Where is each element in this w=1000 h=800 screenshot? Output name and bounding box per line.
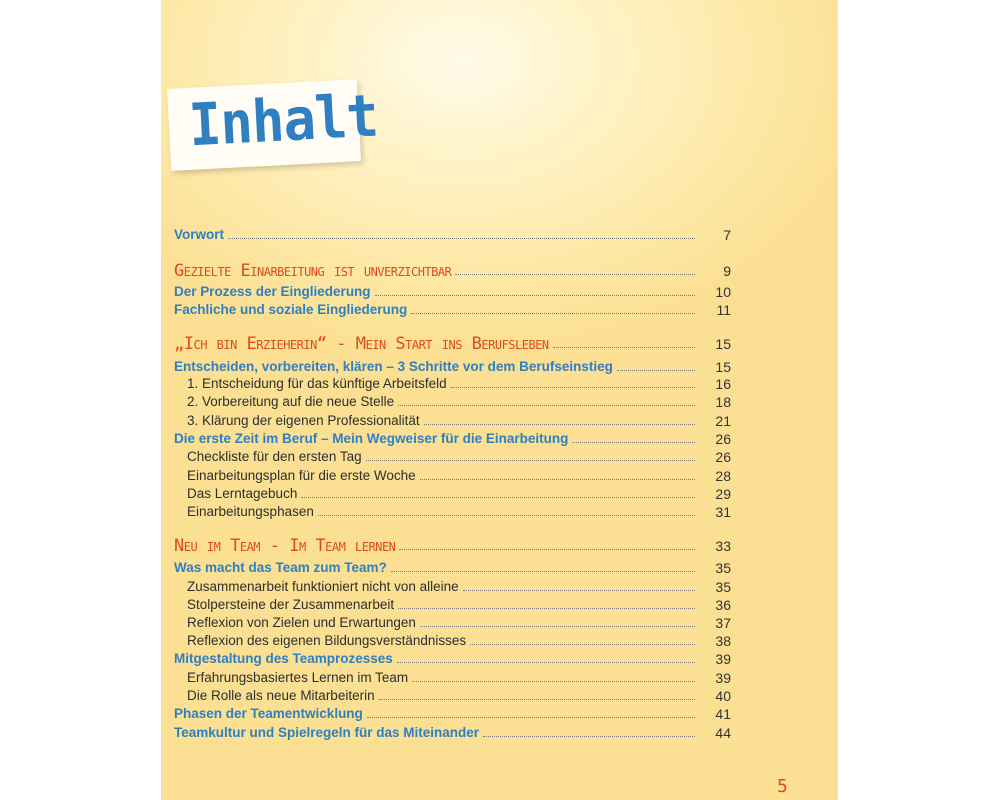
- toc-dot-leader: [391, 570, 695, 572]
- table-of-contents: [161, 0, 838, 800]
- toc-entry: [187, 410, 699, 430]
- toc-dot-leader: [397, 661, 695, 663]
- toc-page-number: 10: [715, 284, 731, 300]
- page-title: Inhalt: [187, 81, 380, 160]
- toc-row: [161, 333, 838, 353]
- toc-entry: [187, 391, 699, 411]
- toc-entry: [174, 224, 699, 244]
- toc-page-number: 37: [715, 615, 731, 631]
- toc-dot-leader: [366, 459, 695, 461]
- toc-entry-label[interactable]: Erfahrungsbasiertes Lernen im Team: [187, 670, 409, 685]
- toc-entry: [187, 483, 699, 503]
- toc-entry: [174, 299, 699, 319]
- toc-row: [161, 576, 838, 596]
- toc-page-number: 16: [715, 376, 731, 392]
- toc-entry: [174, 557, 699, 577]
- toc-dot-leader: [420, 625, 695, 627]
- toc-row: [161, 281, 838, 301]
- toc-dot-leader: [617, 369, 695, 371]
- book-page: [161, 0, 838, 800]
- toc-entry-label[interactable]: Teamkultur und Spielregeln für das Miteinander: [174, 725, 480, 740]
- toc-entry: [187, 667, 699, 687]
- toc-entry-label[interactable]: 3. Klärung der eigenen Professionalität: [187, 413, 420, 428]
- toc-entry: [187, 501, 699, 521]
- toc-dot-leader: [463, 589, 695, 591]
- toc-row: [161, 535, 838, 555]
- toc-entry: [187, 630, 699, 650]
- toc-dot-leader: [412, 680, 695, 682]
- toc-page-number: 26: [715, 449, 731, 465]
- toc-page-number: 29: [715, 486, 731, 502]
- toc-row: [161, 299, 838, 319]
- toc-entry-label[interactable]: Die Rolle als neue Mitarbeiterin: [187, 688, 375, 703]
- toc-dot-leader: [367, 716, 695, 718]
- toc-entry-label[interactable]: Fachliche und soziale Eingliederung: [174, 302, 408, 317]
- toc-entry-label[interactable]: Der Prozess der Eingliederung: [174, 284, 371, 299]
- toc-dot-leader: [318, 514, 695, 516]
- toc-entry: [187, 594, 699, 614]
- toc-entry-label[interactable]: Gezielte Einarbeitung ist unverzichtbar: [174, 261, 452, 281]
- toc-dot-leader: [455, 273, 695, 275]
- toc-row: [161, 667, 838, 687]
- toc-entry: [187, 465, 699, 485]
- toc-entry-label[interactable]: Reflexion des eigenen Bildungsverständnisses: [187, 633, 467, 648]
- toc-page-number: 15: [715, 359, 731, 375]
- toc-row: [161, 648, 838, 668]
- toc-entry-label[interactable]: Reflexion von Zielen und Erwartungen: [187, 615, 416, 630]
- toc-entry-label[interactable]: Stolpersteine der Zusammenarbeit: [187, 597, 395, 612]
- toc-dot-leader: [398, 404, 695, 406]
- toc-entry: [174, 281, 699, 301]
- toc-row: [161, 410, 838, 430]
- toc-dot-leader: [399, 548, 695, 550]
- toc-entry: [174, 648, 699, 668]
- toc-row: [161, 446, 838, 466]
- toc-dot-leader: [572, 441, 695, 443]
- toc-entry-label[interactable]: Phasen der Teamentwicklung: [174, 706, 363, 721]
- toc-row: [161, 594, 838, 614]
- toc-entry-label[interactable]: Neu im Team - Im Team lernen: [174, 536, 396, 556]
- toc-page-number: 21: [715, 413, 731, 429]
- toc-entry: [187, 685, 699, 705]
- toc-page-number: 31: [715, 504, 731, 520]
- toc-entry: [174, 428, 699, 448]
- toc-entry: [187, 373, 699, 393]
- toc-page-number: 35: [715, 560, 731, 576]
- toc-row: [161, 224, 838, 244]
- toc-page-number: 35: [715, 579, 731, 595]
- toc-page-number: 44: [715, 725, 731, 741]
- toc-dot-leader: [375, 294, 695, 296]
- toc-entry: [174, 333, 699, 353]
- toc-dot-leader: [553, 346, 695, 348]
- toc-entry-label[interactable]: Einarbeitungsplan für die erste Woche: [187, 468, 416, 483]
- toc-page-number: 36: [715, 597, 731, 613]
- toc-entry: [187, 612, 699, 632]
- toc-page-number: 15: [715, 336, 731, 352]
- toc-entry: [174, 722, 699, 742]
- toc-dot-leader: [424, 423, 695, 425]
- toc-dot-leader: [451, 386, 695, 388]
- toc-row: [161, 685, 838, 705]
- toc-entry-label[interactable]: Das Lerntagebuch: [187, 486, 298, 501]
- toc-page-number: 39: [715, 651, 731, 667]
- toc-page-number: 39: [715, 670, 731, 686]
- toc-row: [161, 612, 838, 632]
- toc-entry-label[interactable]: Entscheiden, vorbereiten, klären – 3 Schritte vor dem Berufseinstieg: [174, 359, 613, 374]
- toc-page-number: 41: [715, 706, 731, 722]
- toc-row: [161, 557, 838, 577]
- toc-dot-leader: [411, 312, 695, 314]
- toc-entry-label[interactable]: Einarbeitungsphasen: [187, 504, 314, 519]
- toc-dot-leader: [483, 735, 695, 737]
- toc-page-number: 7: [723, 227, 731, 243]
- toc-dot-leader: [420, 478, 695, 480]
- toc-dot-leader: [228, 237, 695, 239]
- toc-page-number: 26: [715, 431, 731, 447]
- toc-page-number: 9: [723, 263, 731, 279]
- toc-dot-leader: [379, 698, 695, 700]
- toc-row: [161, 501, 838, 521]
- toc-row: [161, 260, 838, 280]
- page-number: 5: [777, 776, 788, 797]
- toc-entry-label[interactable]: Checkliste für den ersten Tag: [187, 449, 362, 464]
- toc-page-number: 33: [715, 538, 731, 554]
- toc-dot-leader: [470, 643, 695, 645]
- toc-entry: [187, 446, 699, 466]
- toc-entry-label[interactable]: Vorwort: [174, 227, 224, 242]
- toc-page-number: 11: [716, 302, 731, 318]
- toc-entry-label[interactable]: „Ich bin Erzieherin“ - Mein Start ins Berufsleben: [174, 334, 549, 354]
- toc-dot-leader: [398, 607, 695, 609]
- toc-entry-label[interactable]: 2. Vorbereitung auf die neue Stelle: [187, 394, 395, 409]
- toc-entry-label[interactable]: Die erste Zeit im Beruf – Mein Wegweiser für die Einarbeitung: [174, 431, 569, 446]
- toc-row: [161, 630, 838, 650]
- toc-entry-label[interactable]: Was macht das Team zum Team?: [174, 560, 387, 575]
- toc-page-number: 18: [715, 394, 731, 410]
- toc-entry: [174, 703, 699, 723]
- toc-row: [161, 373, 838, 393]
- toc-entry-label[interactable]: 1. Entscheidung für das künftige Arbeitsfeld: [187, 376, 447, 391]
- toc-page-number: 38: [715, 633, 731, 649]
- toc-entry-label[interactable]: Zusammenarbeit funktioniert nicht von alleine: [187, 579, 459, 594]
- toc-entry-label[interactable]: Mitgestaltung des Teamprozesses: [174, 651, 393, 666]
- toc-entry: [187, 576, 699, 596]
- toc-dot-leader: [301, 496, 695, 498]
- toc-row: [161, 483, 838, 503]
- toc-row: [161, 722, 838, 742]
- toc-page-number: 40: [715, 688, 731, 704]
- toc-entry: [174, 260, 699, 280]
- toc-row: [161, 428, 838, 448]
- toc-page-number: 28: [715, 468, 731, 484]
- toc-row: [161, 391, 838, 411]
- toc-row: [161, 703, 838, 723]
- toc-row: [161, 465, 838, 485]
- toc-entry: [174, 535, 699, 555]
